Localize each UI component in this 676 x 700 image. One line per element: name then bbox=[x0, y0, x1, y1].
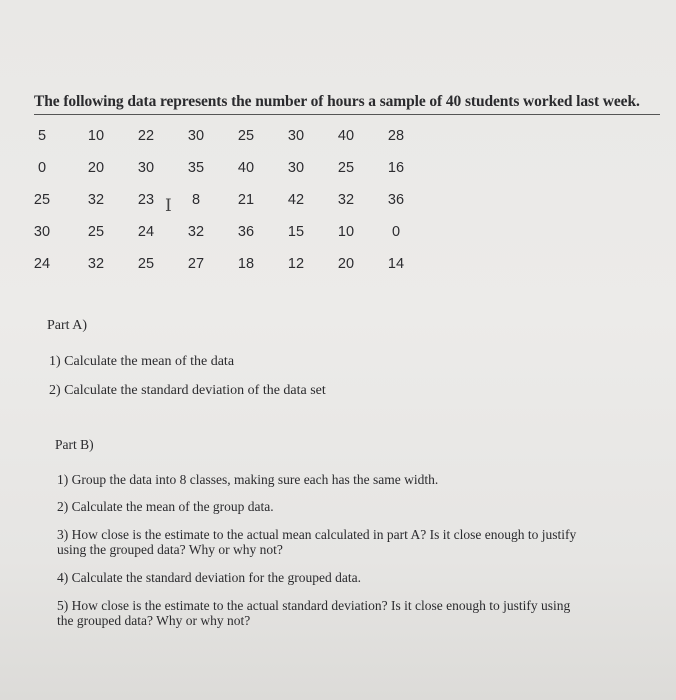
question-line: 5) How close is the estimate to the actual standard deviation? Is it close enough to justify using bbox=[57, 598, 571, 613]
data-cell: 10 bbox=[337, 224, 355, 240]
data-cell: 8 bbox=[191, 192, 201, 208]
data-cell: 20 bbox=[337, 256, 355, 272]
data-cell: 32 bbox=[87, 256, 105, 272]
data-cell: 32 bbox=[187, 224, 205, 240]
data-cell: 25 bbox=[87, 224, 105, 240]
part-b-question-3 bbox=[57, 527, 657, 557]
data-cell: 30 bbox=[33, 224, 51, 240]
data-cell: 10 bbox=[87, 128, 105, 144]
data-cell: 24 bbox=[137, 224, 155, 240]
data-cell: 36 bbox=[387, 192, 405, 208]
data-cell: 42 bbox=[287, 192, 305, 208]
data-cell: 40 bbox=[237, 160, 255, 176]
data-cell: 30 bbox=[137, 160, 155, 176]
question-line: 4) Calculate the standard deviation for the grouped data. bbox=[57, 570, 362, 585]
data-cell: 14 bbox=[387, 256, 405, 272]
data-cell: 36 bbox=[237, 224, 255, 240]
data-cell: 5 bbox=[37, 128, 47, 144]
part-b-question-5 bbox=[57, 598, 657, 628]
data-cell: 0 bbox=[391, 224, 401, 240]
title-underline bbox=[34, 114, 660, 115]
data-cell: 0 bbox=[37, 160, 47, 176]
part-b-question-1 bbox=[57, 472, 657, 487]
text-cursor-icon: I bbox=[165, 196, 172, 216]
part-b-question-4 bbox=[57, 570, 657, 585]
data-cell: 20 bbox=[87, 160, 105, 176]
data-cell: 25 bbox=[137, 256, 155, 272]
data-cell: 28 bbox=[387, 128, 405, 144]
part-b-question-2 bbox=[57, 499, 657, 514]
data-cell: 23 bbox=[137, 192, 155, 208]
data-cell: 12 bbox=[287, 256, 305, 272]
data-cell: 35 bbox=[187, 160, 205, 176]
data-cell: 40 bbox=[337, 128, 355, 144]
data-cell: 30 bbox=[287, 160, 305, 176]
data-cell: 32 bbox=[337, 192, 355, 208]
data-cell: 16 bbox=[387, 160, 405, 176]
part-b-heading: Part B) bbox=[55, 437, 94, 452]
data-cell: 32 bbox=[87, 192, 105, 208]
data-cell: 15 bbox=[287, 224, 305, 240]
question-line: using the grouped data? Why or why not? bbox=[57, 542, 283, 557]
data-cell: 30 bbox=[287, 128, 305, 144]
question-line: 2) Calculate the mean of the group data. bbox=[57, 499, 274, 514]
data-cell: 25 bbox=[237, 128, 255, 144]
data-cell: 30 bbox=[187, 128, 205, 144]
part-a-question-2: 2) Calculate the standard deviation of the data set bbox=[49, 383, 326, 398]
data-cell: 27 bbox=[187, 256, 205, 272]
data-cell: 22 bbox=[137, 128, 155, 144]
question-line: 3) How close is the estimate to the actual mean calculated in part A? Is it close enough to justify bbox=[57, 527, 577, 542]
data-cell: 25 bbox=[33, 192, 51, 208]
part-a-question-1: 1) Calculate the mean of the data bbox=[49, 354, 235, 369]
part-a-heading: Part A) bbox=[47, 318, 88, 333]
data-cell: 24 bbox=[33, 256, 51, 272]
problem-statement: The following data represents the number of hours a sample of 40 students worked last week. bbox=[34, 93, 640, 110]
data-cell: 25 bbox=[337, 160, 355, 176]
data-cell: 21 bbox=[237, 192, 255, 208]
question-line: the grouped data? Why or why not? bbox=[57, 613, 251, 628]
question-line: 1) Group the data into 8 classes, making sure each has the same width. bbox=[57, 472, 439, 487]
data-cell: 18 bbox=[237, 256, 255, 272]
